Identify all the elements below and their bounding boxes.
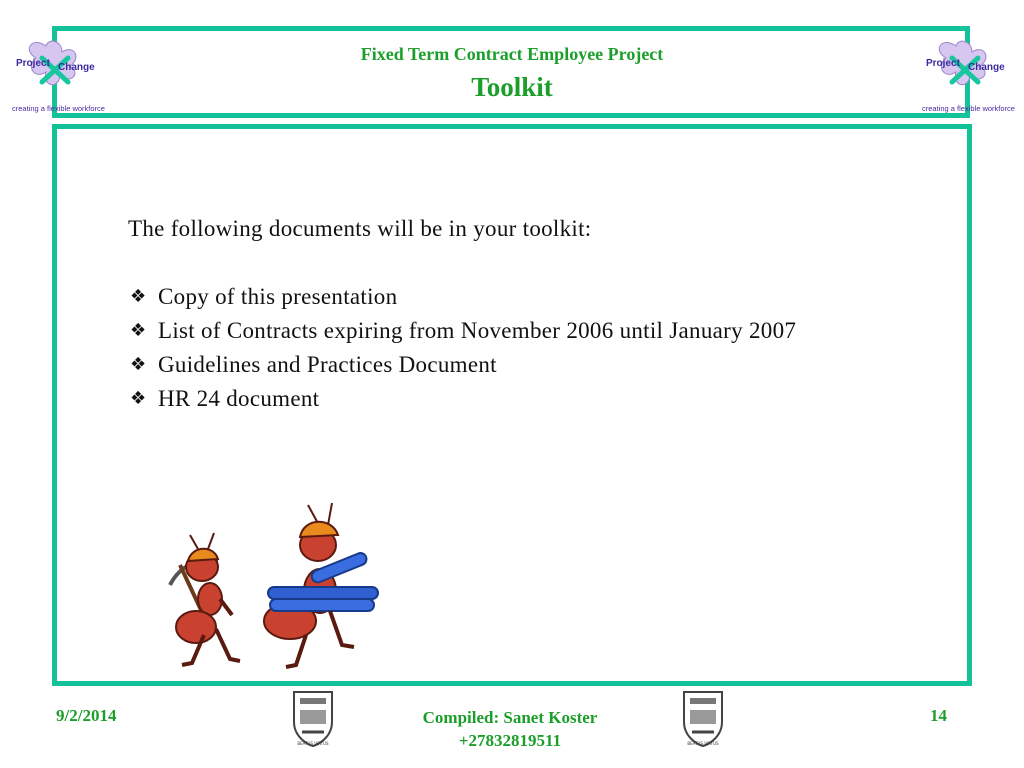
logo-caption: creating a flexible workforce bbox=[922, 104, 1015, 113]
svg-text:Project: Project bbox=[16, 58, 50, 69]
footer-date: 9/2/2014 bbox=[56, 706, 117, 725]
page-number: 14 bbox=[930, 706, 947, 725]
footer-compiled-by bbox=[360, 706, 660, 752]
compiled-by-text: Compiled: Sanet Koster bbox=[422, 708, 598, 727]
ant-workers-clipart bbox=[160, 495, 390, 675]
list-item-text: HR 24 document bbox=[158, 386, 320, 411]
ant-with-pickaxe-icon bbox=[170, 533, 240, 665]
diamond-bullet-icon: ❖ bbox=[130, 354, 147, 375]
svg-text:Project: Project bbox=[926, 58, 960, 69]
list-item-text: Copy of this presentation bbox=[158, 284, 398, 309]
diamond-bullet-icon: ❖ bbox=[130, 320, 147, 341]
svg-text:Change: Change bbox=[58, 62, 95, 73]
intro-text: The following documents will be in your toolkit: bbox=[128, 216, 592, 241]
crest-motto: BEATUS VIRTUS bbox=[297, 741, 329, 746]
phone-number: +27832819511 bbox=[458, 731, 562, 750]
page-title: Toolkit bbox=[471, 72, 553, 102]
ant-carrying-pipes-icon bbox=[264, 503, 378, 667]
list-item-text: Guidelines and Practices Document bbox=[158, 352, 497, 377]
svg-text:Change: Change bbox=[968, 62, 1005, 73]
list-item bbox=[128, 314, 918, 348]
university-crest-icon bbox=[680, 688, 726, 748]
diamond-bullet-icon: ❖ bbox=[130, 286, 147, 307]
list-item bbox=[128, 348, 918, 382]
logo-caption: creating a flexible workforce bbox=[12, 104, 105, 113]
toolkit-content bbox=[128, 212, 918, 416]
list-item-text: List of Contracts expiring from November 2006 until January 2007 bbox=[158, 318, 797, 343]
project-subtitle: Fixed Term Contract Employee Project bbox=[360, 44, 664, 64]
crest-motto: BEATUS VIRTUS bbox=[687, 741, 719, 746]
diamond-bullet-icon: ❖ bbox=[130, 388, 147, 409]
university-crest-icon bbox=[290, 688, 336, 748]
list-item bbox=[128, 280, 918, 314]
list-item bbox=[128, 382, 918, 416]
